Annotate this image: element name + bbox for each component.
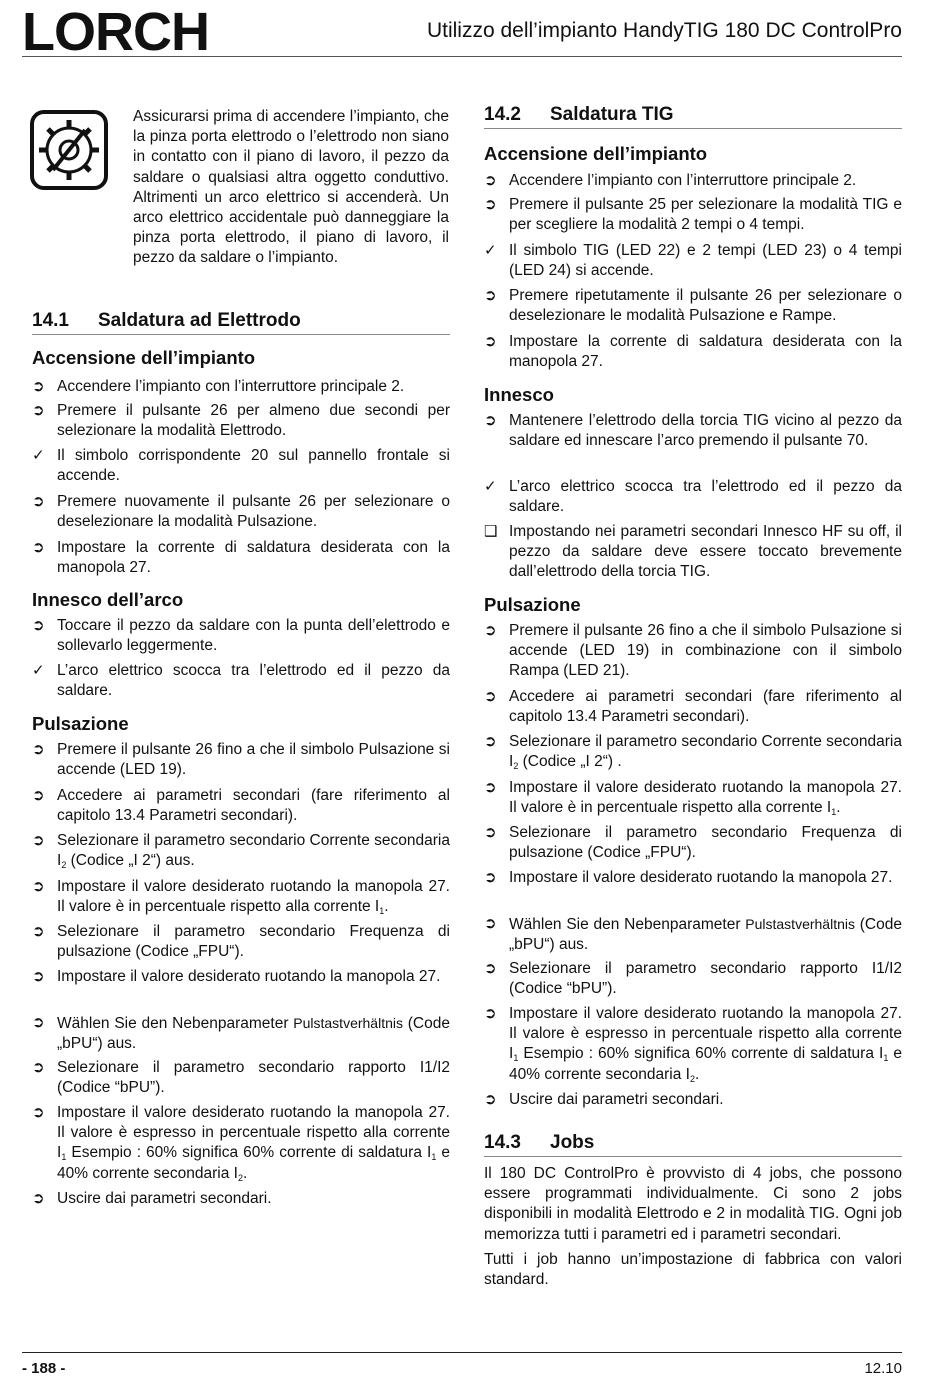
list-item: ➲ Mantenere l’elettrodo della torcia TIG vicino al pezzo da saldare ed innescare l’arco premendo il pulsante 70. [484,412,902,450]
section-rule [484,1156,902,1157]
section-rule [32,334,450,335]
action-arrow-icon: ➲ [484,172,497,189]
action-arrow-icon: ➲ [32,539,45,556]
document-version: 12.10 [864,1360,902,1377]
jobs-paragraph: Il 180 DC ControlPro è provvisto di 4 jobs, che possono essere programmati individualmente. Ci sono 2 jobs disponibili in modalità Elettrodo e 2 in modalità TIG. Ogni job memorizza tutti i parametri ed i parametri secondari. [484,1165,902,1243]
action-arrow-icon: ➲ [484,960,497,977]
action-arrow-icon: ➲ [484,1091,497,1108]
action-arrow-icon: ➲ [484,412,497,429]
list-item: ➲ Impostare il valore desiderato ruotando la manopola 27. Il valore è espresso in percentuale rispetto alla corrente $I_1$ Esempio : 60% significa 60% corrente di saldatura $I_1$ e 40% corrente secondaria $I_2$. [484,1005,902,1084]
result-check-icon: ✓ [484,478,497,495]
action-arrow-icon: ➲ [32,923,45,940]
result-check-icon: ✓ [484,242,497,259]
list-item: ➲ Impostare il valore desiderato ruotando la manopola 27. Il valore è in percentuale rispetto alla corrente $I_1$. [484,779,902,818]
list-item: ➲ Selezionare il parametro secondario rapporto I1/I2 (Codice “bPU”). [484,960,902,998]
list-item: ➲ Selezionare il parametro secondario Frequenza di pulsazione (Codice „FPU“). [32,923,450,961]
page-header-title: Utilizzo dell’impianto HandyTIG 180 DC ControlPro [426,19,902,42]
action-arrow-icon: ➲ [32,617,45,634]
action-arrow-icon: ➲ [32,493,45,510]
action-arrow-icon: ➲ [32,878,45,895]
list-item: ➲ Impostare la corrente di saldatura desiderata con la manopola 27. [32,539,450,577]
list-item: ➲ Selezionare il parametro secondario Corrente secondaria $I_2$ (Codice „I 2“) aus. [32,832,450,871]
list-item: ➲ Impostare il valore desiderato ruotando la manopola 27. [484,868,902,888]
subheading-accensione: Accensione dell’impianto [484,143,708,164]
action-arrow-icon: ➲ [484,733,497,750]
warning-text: Assicurarsi prima di accendere l’impianto, che la pinza porta elettrodo o l’elettrodo non siano in contatto con il piano di lavoro, il pezzo da saldare o qualsiasi altra oggetto conduttivo. Altrimenti un arco elettrico si accenderà. Un arco elettrico accidentale può danneggiare la pinza porta elettrodo, il piano di lavoro, il pezzo da saldare o l’impianto. [133,108,449,267]
subheading-pulsazione: Pulsazione [32,713,129,734]
list-item: ➲ Selezionare il parametro secondario Corrente secondaria $I_2$ (Codice „I 2“) . [484,733,902,772]
action-arrow-icon: ➲ [32,1014,45,1031]
action-arrow-icon: ➲ [484,622,497,639]
subheading-innesco: Innesco dell’arco [32,589,184,610]
subheading-innesco: Innesco [484,384,554,405]
list-item: ➲ Impostare il valore desiderato ruotando la manopola 27. Il valore è in percentuale rispetto alla corrente $I_1$. [32,878,450,917]
list-item: ➲ Impostare il valore desiderato ruotando la manopola 27. Il valore è espresso in percentuale rispetto alla corrente $I_1$ Esempio : 60% significa 60% corrente di saldatura $I_1$ e 40% corrente secondaria $I_2$. [32,1104,450,1183]
section-heading-14-3: 14.3 Jobs [484,1132,595,1153]
subheading-pulsazione: Pulsazione [484,594,581,615]
action-arrow-icon: ➲ [484,824,497,841]
list-item: ➲ Wählen Sie den Nebenparameter Pulstastverhältnis (Code „bPU“) aus. [484,915,902,954]
result-check-icon: ✓ [32,447,45,464]
page-number: - 188 - [22,1360,66,1377]
list-item: ✓ Il simbolo corrispondente 20 sul pannello frontale si accende. [32,447,450,485]
section-heading-14-1: 14.1 Saldatura ad Elettrodo [32,310,301,331]
action-arrow-icon: ➲ [484,1005,497,1022]
result-check-icon: ✓ [32,662,45,679]
list-item: ➲ Premere ripetutamente il pulsante 26 per selezionare o deselezionare le modalità Pulsazione e Rampe. [484,287,902,325]
list-item: ➲ Impostare la corrente di saldatura desiderata con la manopola 27. [484,333,902,371]
list-item: ➲ Accedere ai parametri secondari (fare riferimento al capitolo 13.4 Parametri secondari). [32,787,450,825]
action-arrow-icon: ➲ [32,741,45,758]
list-item: ➲ Wählen Sie den Nebenparameter Pulstastverhältnis (Code „bPU“) aus. [32,1014,450,1053]
list-item: ❑ Impostando nei parametri secondari Innesco HF su off, il pezzo da saldare deve essere toccato brevemente dall’elettrodo della torcia TIG. [484,523,902,581]
action-arrow-icon: ➲ [32,832,45,849]
list-item: ➲ Premere il pulsante 26 fino a che il simbolo Pulsazione si accende (LED 19) in combinazione con il simbolo Rampa (LED 21). [484,622,902,680]
list-item: ➲ Premere nuovamente il pulsante 26 per selezionare o deselezionare la modalità Pulsazione. [32,493,450,531]
list-item: ➲ Uscire dai parametri secondari. [32,1189,450,1209]
action-arrow-icon: ➲ [484,915,497,932]
list-item: ✓ L’arco elettrico scocca tra l’elettrodo ed il pezzo da saldare. [484,478,902,516]
action-arrow-icon: ➲ [32,968,45,985]
header-divider [22,56,902,57]
list-item: ➲ Accendere l’impianto con l’interruttore principale 2. [484,171,902,191]
action-arrow-icon: ➲ [32,402,45,419]
list-item: ➲ Premere il pulsante 26 per almeno due secondi per selezionare la modalità Elettrodo. [32,402,450,440]
action-arrow-icon: ➲ [484,196,497,213]
jobs-paragraph: Tutti i job hanno un’impostazione di fabbrica con valori standard. [484,1251,902,1289]
action-arrow-icon: ➲ [32,378,45,395]
list-item: ➲ Selezionare il parametro secondario rapporto I1/I2 (Codice “bPU”). [32,1059,450,1097]
action-arrow-icon: ➲ [32,1104,45,1121]
list-item: ➲ Uscire dai parametri secondari. [484,1090,902,1110]
brand-logo: LORCH [22,2,209,62]
subheading-accensione: Accensione dell’impianto [32,347,256,368]
section-heading-14-2: 14.2 Saldatura TIG [484,104,674,125]
note-checkbox-icon: ❑ [484,523,498,540]
list-item: ➲ Premere il pulsante 26 fino a che il simbolo Pulsazione si accende (LED 19). [32,741,450,779]
settings-warning-icon [30,110,108,190]
list-item: ✓ L’arco elettrico scocca tra l’elettrodo ed il pezzo da saldare. [32,662,450,700]
list-item: ➲ Premere il pulsante 25 per selezionare la modalità TIG e per scegliere la modalità 2 tempi o 4 tempi. [484,196,902,234]
action-arrow-icon: ➲ [484,287,497,304]
list-item: ➲ Impostare il valore desiderato ruotando la manopola 27. [32,967,450,987]
action-arrow-icon: ➲ [484,869,497,886]
action-arrow-icon: ➲ [32,1190,45,1207]
action-arrow-icon: ➲ [32,1059,45,1076]
list-item: ✓ Il simbolo TIG (LED 22) e 2 tempi (LED 23) o 4 tempi (LED 24) si accende. [484,242,902,280]
action-arrow-icon: ➲ [484,688,497,705]
section-rule [484,128,902,129]
list-item: ➲ Accendere l’impianto con l’interruttore principale 2. [32,377,450,397]
list-item: ➲ Toccare il pezzo da saldare con la punta dell’elettrodo e sollevarlo leggermente. [32,617,450,655]
list-item: ➲ Accedere ai parametri secondari (fare riferimento al capitolo 13.4 Parametri secondari). [484,688,902,726]
action-arrow-icon: ➲ [32,787,45,804]
footer-divider [22,1352,902,1353]
action-arrow-icon: ➲ [484,333,497,350]
action-arrow-icon: ➲ [484,779,497,796]
list-item: ➲ Selezionare il parametro secondario Frequenza di pulsazione (Codice „FPU“). [484,824,902,862]
